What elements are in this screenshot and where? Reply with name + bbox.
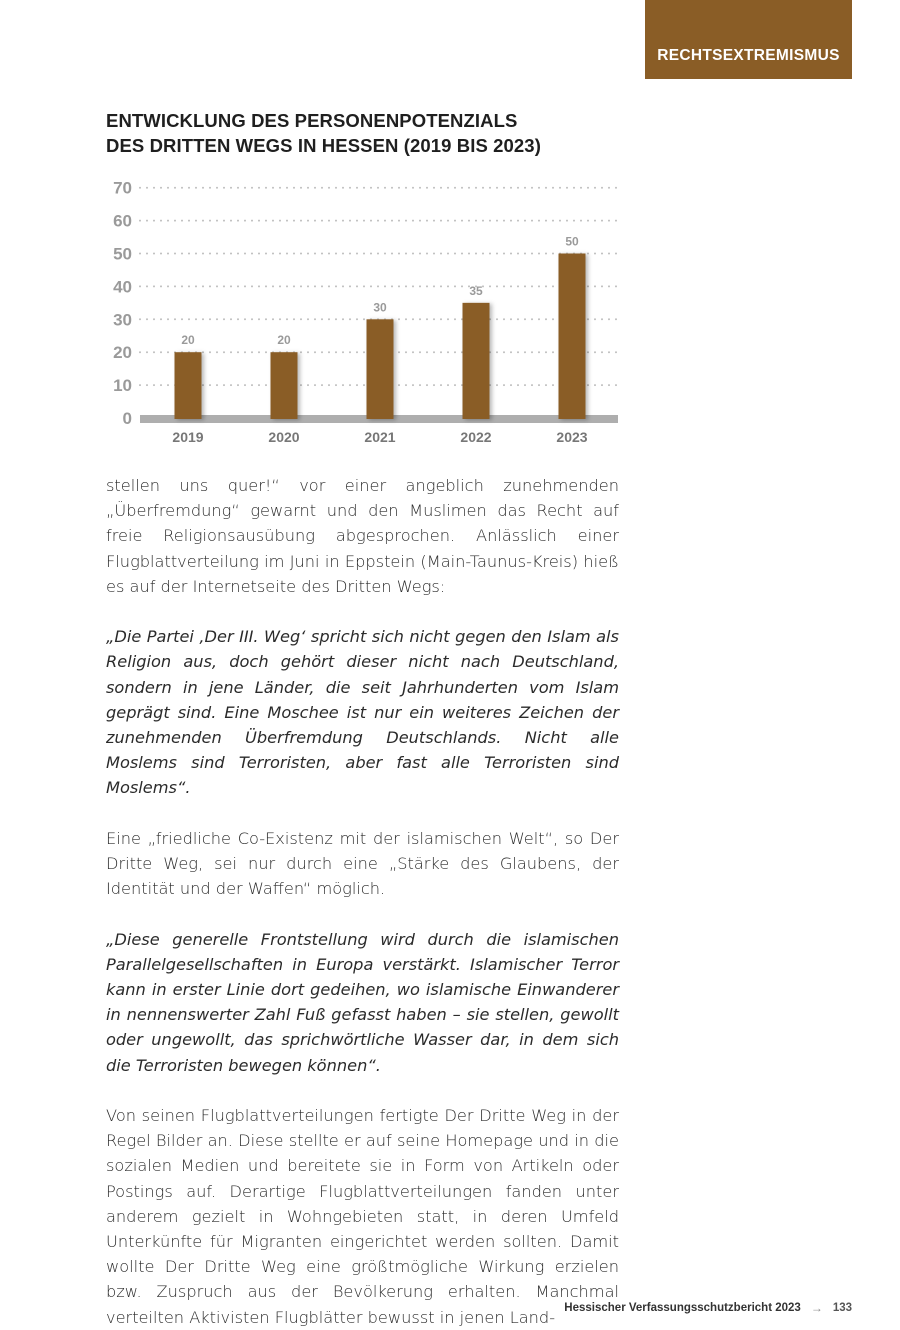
chart-title (106, 108, 626, 158)
bar-2019 (175, 352, 202, 419)
data-label: 35 (469, 283, 483, 298)
paragraph-1: stellen uns quer!“ vor einer angeblich zunehmenden „Überfremdung“ gewarnt und den Muslimen das Recht auf freie Religionsausübung abgesprochen. Anlässlich einer Flugblattverteilung im Juni in Eppstein (Main-Taunus-Kreis) hieß es auf der Internetseite des Dritten Wegs: (106, 476, 619, 596)
y-tick-label: 20 (113, 343, 132, 363)
bar-chart (100, 172, 630, 454)
page-footer (564, 1301, 852, 1315)
data-label: 20 (181, 333, 195, 348)
bar-2022 (463, 303, 490, 419)
x-tick-label: 2022 (460, 429, 492, 445)
chart-title-line-2: DES DRITTEN WEGS IN HESSEN (2019 BIS 2023) (106, 135, 541, 156)
section-tab (645, 0, 852, 79)
y-tick-label: 0 (122, 409, 132, 428)
y-tick-label: 40 (113, 277, 132, 297)
y-tick-label: 30 (113, 310, 132, 330)
bar-2021 (367, 319, 394, 419)
bar-2020 (271, 352, 298, 419)
data-label: 20 (277, 333, 291, 348)
chart-title-line-1: ENTWICKLUNG DES PERSONENPOTENZIALS (106, 110, 518, 131)
quote-2: „Diese generelle Frontstellung wird durch die islamischen Parallelgesellschaften in Europa verstärkt. Islamischer Terror kann in erster Linie dort gedeihen, wo islamische Einwanderer in nennenswerter Zahl Fuß gefasst haben – sie stellen, gewollt oder ungewollt, das sprichwörtliche Wasser dar, in dem sich die Terroristen bewegen können“. (106, 929, 619, 1075)
publication-title: Hessischer Verfassungsschutzbericht 2023 (564, 1302, 801, 1314)
paragraph-2: Eine „friedliche Co-Existenz mit der islamischen Welt“, so Der Dritte Weg, sei nur durch eine „Stärke des Glaubens, der Identität und der Waffen“ möglich. (106, 828, 619, 899)
x-tick-label: 2020 (268, 429, 300, 445)
data-label: 50 (565, 234, 579, 249)
x-tick-label: 2023 (556, 429, 588, 445)
page-number: 133 (832, 1302, 852, 1314)
y-tick-label: 50 (113, 244, 132, 264)
body-text (106, 473, 619, 1330)
x-tick-label: 2019 (172, 429, 204, 445)
arrow-right-icon: → (810, 1301, 823, 1315)
y-tick-label: 70 (113, 178, 132, 198)
section-label: RECHTSEXTREMISMUS (657, 47, 840, 64)
x-tick-label: 2021 (364, 429, 396, 445)
y-tick-label: 10 (113, 376, 132, 396)
data-label: 30 (373, 300, 387, 315)
bar-2023 (559, 254, 586, 420)
quote-1: „Die Partei ‚Der III. Weg‘ spricht sich nicht gegen den Islam als Religion aus, doch gehört dieser nicht nach Deutschland, sondern in jene Länder, die seit Jahrhunderten vom Islam geprägt sind. Eine Moschee ist nur ein weiteres Zeichen der zunehmenden Überfremdung Deutschlands. Nicht alle Moslems sind Terroristen, aber fast alle Terroristen sind Moslems“. (106, 627, 619, 798)
paragraph-3: Von seinen Flugblattverteilungen fertigte Der Dritte Weg in der Regel Bilder an. Diese stellte er auf seine Homepage und in die sozialen Medien und bereitete sie in Form von Artikeln oder Postings auf. Derartige Flugblattverteilungen fanden unter anderem gezielt in Wohngebieten statt, in deren Umfeld Unterkünfte für Migranten eingerichtet werden sollten. Damit wollte Der Dritte Weg eine größtmögliche Wirkung erzielen bzw. Zuspruch aus der Bevölkerung erhalten. Manchmal verteilten Aktivisten Flugblätter bewusst in jenen Land- (106, 1106, 619, 1327)
y-tick-label: 60 (113, 211, 132, 231)
